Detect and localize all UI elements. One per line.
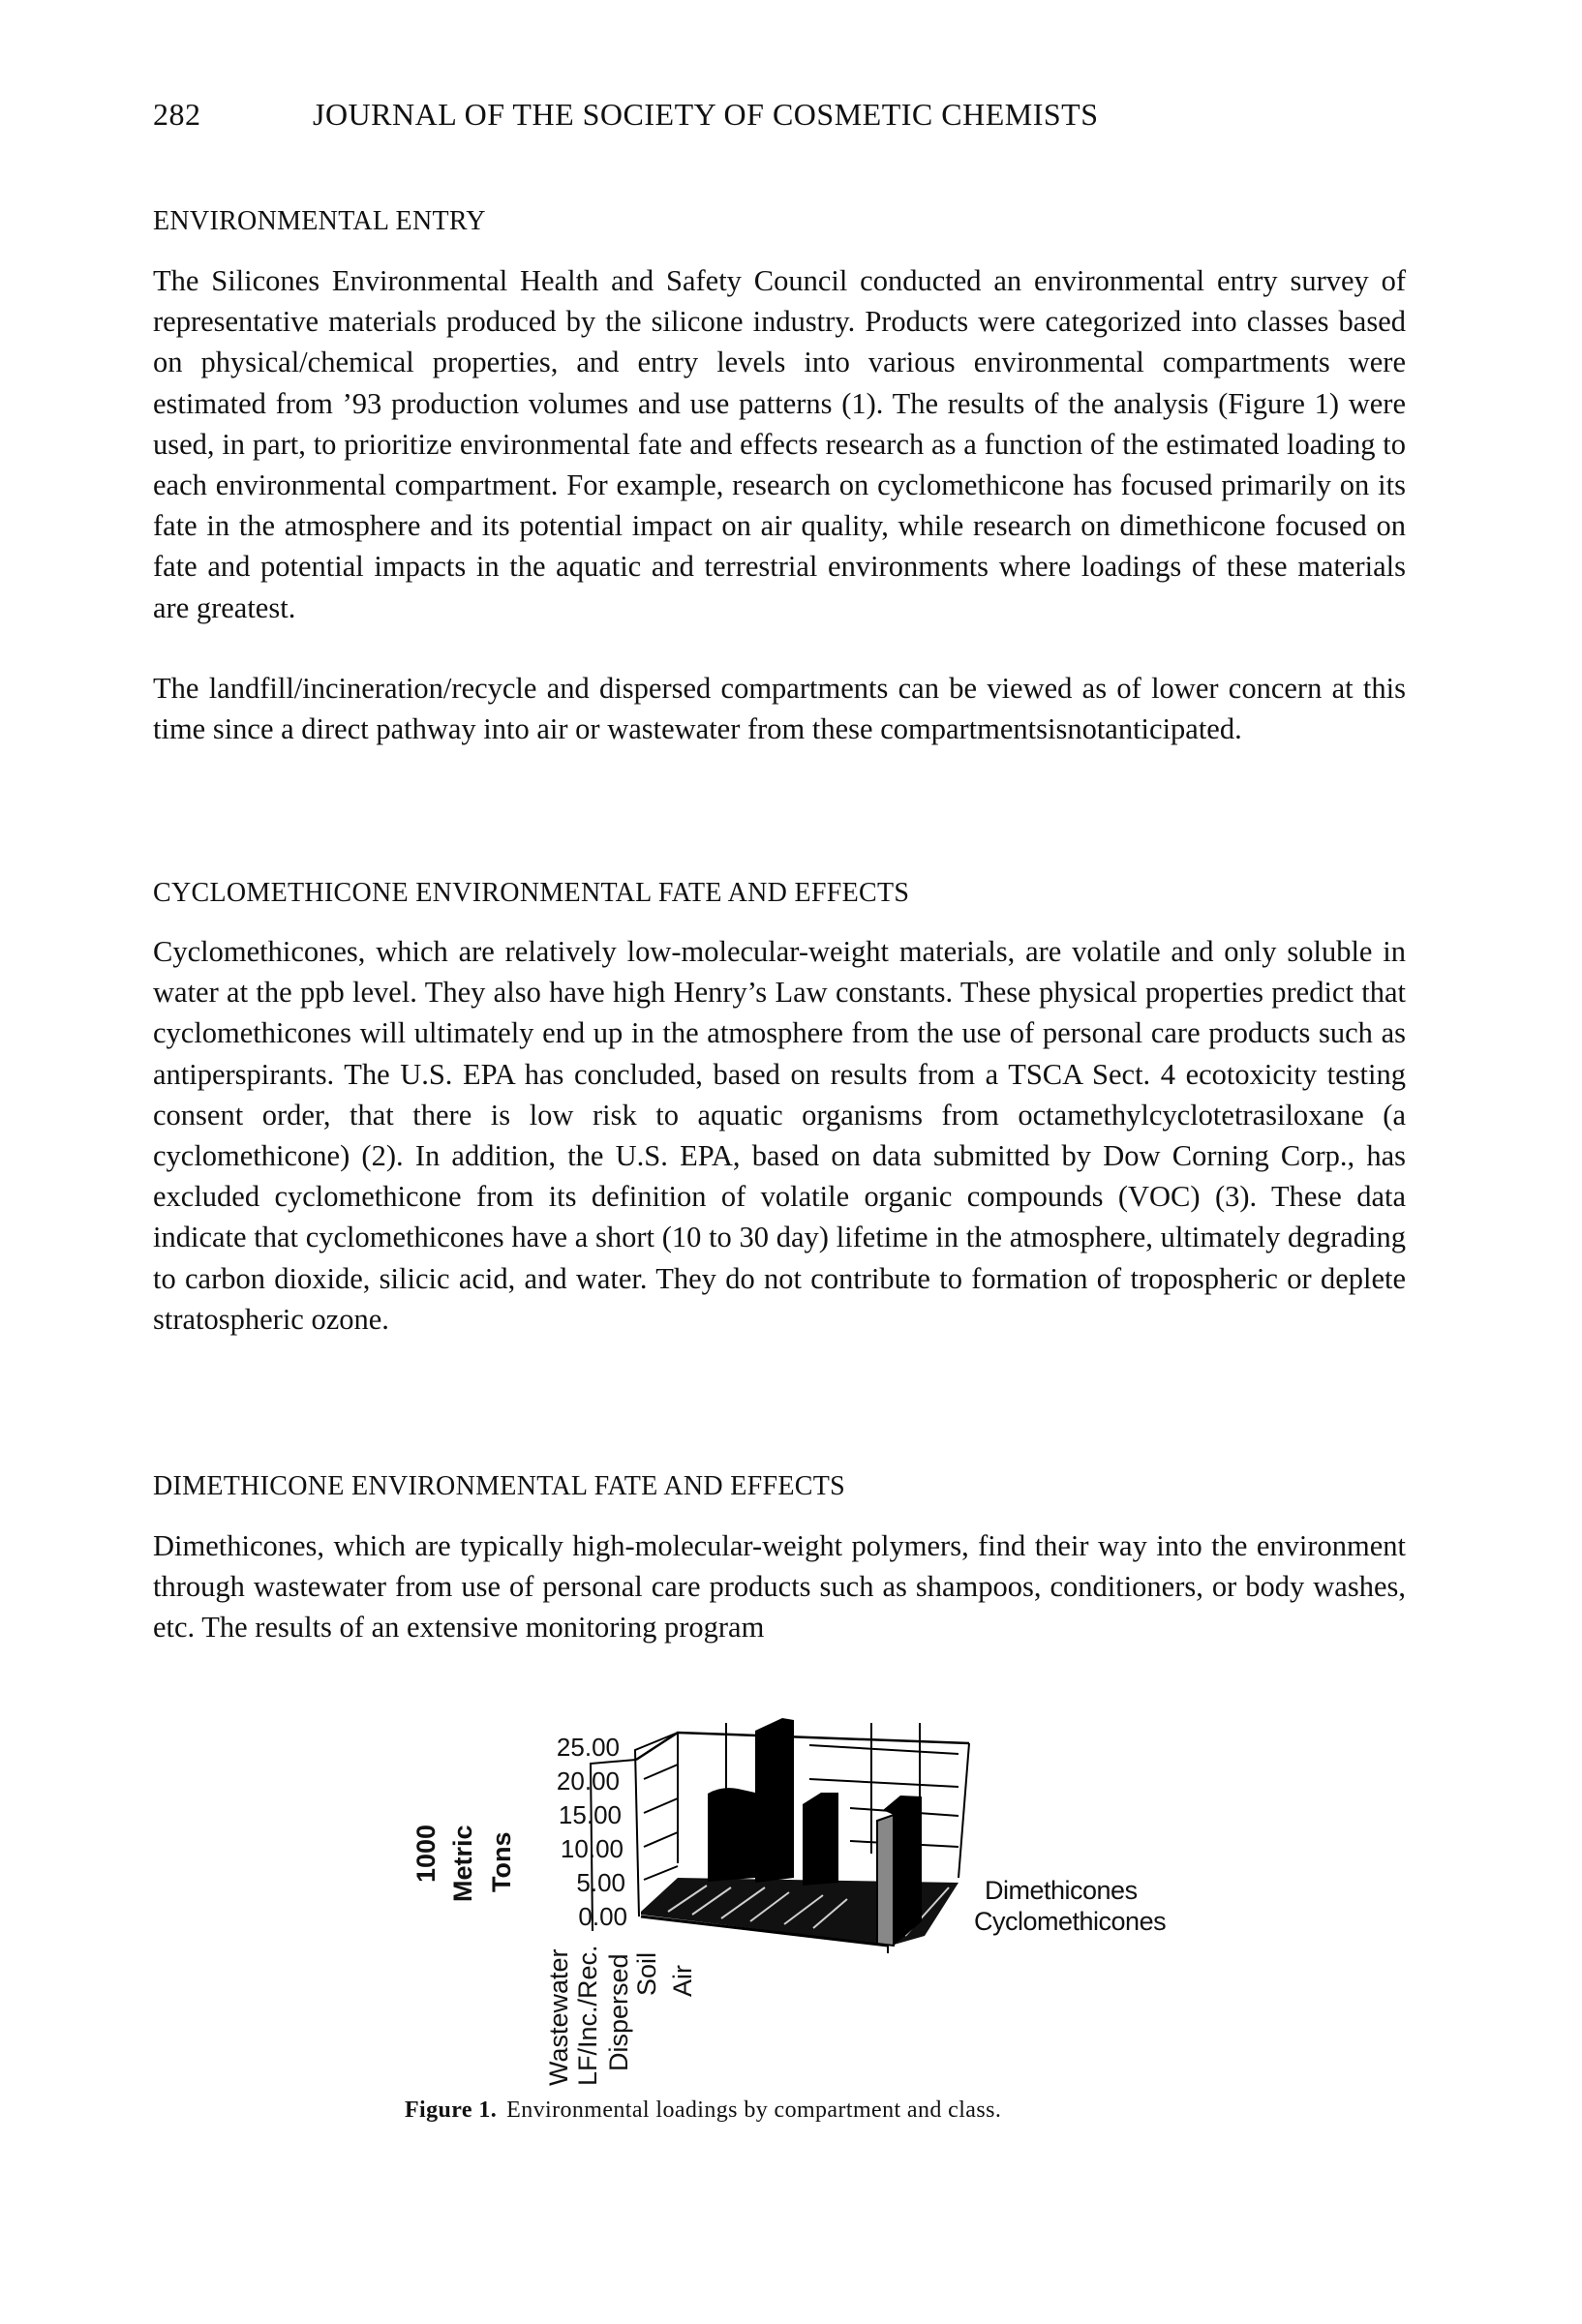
paragraph: Cyclomethicones, which are relatively low-molecular-weight materials, are volatile and only soluble in water at the ppb level. They also have high Henry’s Law constants. These physical properties predict that cyclomethicones will ultimately end up in the atmosphere from the use of personal care products such as antiperspirants. The U.S. EPA has concluded, based on results from a TSCA Sect. 4 ecotoxicity testing consent order, that there is low risk to aquatic organisms from octamethylcyclotetrasiloxane (a cyclomethicone) (2). In addition, the U.S. EPA, based on data submitted by Dow Corning Corp., has excluded cyclomethicone from its definition of volatile organic compounds (VOC) (3). These data indicate that cyclomethicones have a short (10 to 30 day) lifetime in the atmosphere, ultimately degrading to carbon dioxide, silicic acid, and water. They do not contribute to formation of tropospheric or deplete stratospheric ozone. <box>153 935 1406 1336</box>
y-tick: 10.00 <box>560 1834 624 1863</box>
series-label-dimethicones: Dimethicones <box>985 1876 1138 1905</box>
y-tick: 25.00 <box>556 1733 620 1762</box>
y-tick: 0.00 <box>578 1902 627 1931</box>
y-tick: 15.00 <box>558 1800 622 1829</box>
x-category-dispersed: Dispersed <box>604 1953 633 2071</box>
x-category-wastewater: Wastewater <box>544 1948 573 2086</box>
paragraph: The landfill/incineration/recycle and dispersed compartments can be viewed as of lower concern at this time since a direct pathway into air or wastewater from these compartmentsisnotanticipated. <box>153 672 1406 746</box>
paragraph: Dimethicones, which are typically high-molecular-weight polymers, find their way into the environment through wastewater from use of personal care products such as shampoos, conditioners, or body washes, etc. The results of an extensive monitoring program <box>153 1529 1406 1645</box>
paragraph: The Silicones Environmental Health and Safety Council conducted an environmental entry survey of representative materials produced by the silicone industry. Products were categorized into classes based on physical/chemical properties, and entry levels into various environmental compartments were estimated from ’93 production volumes and use patterns (1). The results of the analysis (Figure 1) were used, in part, to prioritize environmental fate and effects research as a function of the estimated loading to each environmental compartment. For example, research on cyclomethicone has focused primarily on its fate in the atmosphere and its potential impact on air quality, while research on dimethicone focused on fate and potential impacts in the aquatic and terrestrial environments where loadings of these materials are greatest. <box>153 264 1406 624</box>
journal-title: JOURNAL OF THE SOCIETY OF COSMETIC CHEMISTS <box>313 97 1099 132</box>
series-label-cyclomethicones: Cyclomethicones <box>974 1907 1167 1936</box>
x-category-lf-inc-rec: LF/Inc./Rec. <box>573 1945 602 2086</box>
figure-caption <box>405 2098 1001 2124</box>
section-heading-dimethicone: DIMETHICONE ENVIRONMENTAL FATE AND EFFECTS <box>153 1471 846 1501</box>
x-category-soil: Soil <box>632 1951 661 1996</box>
section-heading-cyclomethicone: CYCLOMETHICONE ENVIRONMENTAL FATE AND EFFECTS <box>153 878 910 908</box>
figure-caption-text: Environmental loadings by compartment and class. <box>506 2098 1002 2123</box>
y-axis-label: 1000 Metric Tons <box>411 1824 516 1902</box>
x-category-air: Air <box>668 1965 697 1997</box>
bar-dimethicones-lf-inc-rec <box>755 1718 794 1883</box>
bar-dimethicones-dispersed <box>803 1793 838 1886</box>
figure-label: Figure 1. <box>405 2098 498 2123</box>
bar-dimethicones-wastewater <box>708 1788 755 1882</box>
bar-cyclomethicones-air <box>877 1815 894 1946</box>
y-tick: 5.00 <box>576 1868 625 1897</box>
section-heading-environmental-entry: ENVIRONMENTAL ENTRY <box>153 206 486 236</box>
y-tick: 20.00 <box>556 1766 620 1796</box>
page-number: 282 <box>153 97 201 132</box>
